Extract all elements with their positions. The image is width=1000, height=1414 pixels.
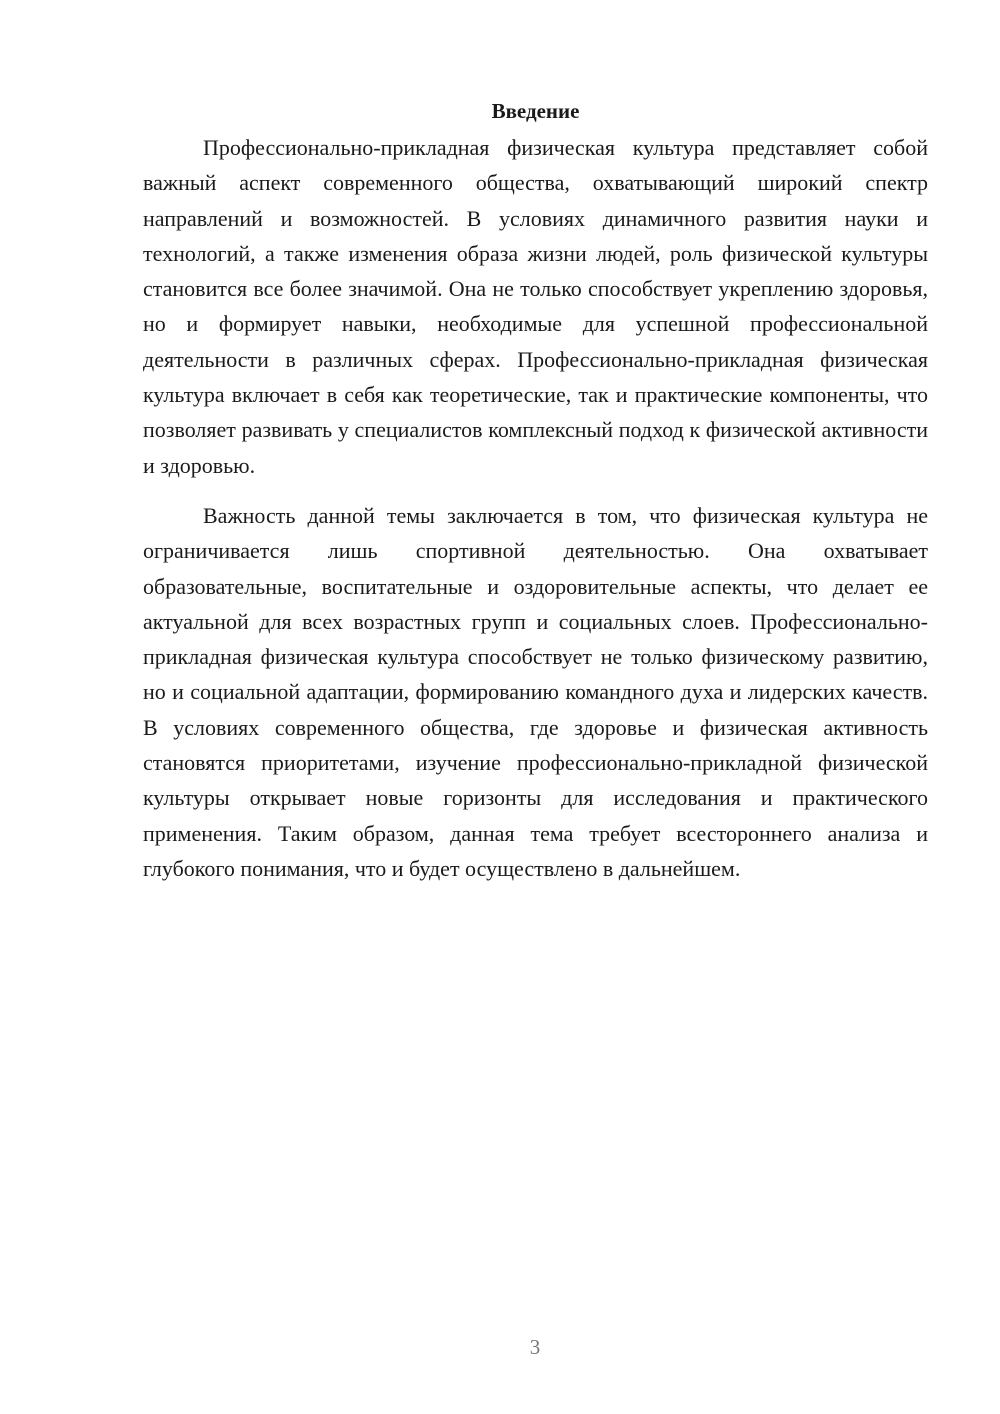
section-heading: Введение	[491, 99, 580, 123]
paragraph-1: Профессионально-прикладная физическая культура представляет собой важный аспект современного общества, охватывающий широкий спектр направлений и возможностей. В условиях динамичного развития науки и технологий, а также изменения образа жизни людей, роль физической культуры становится все более значимой. Она не только способствует укреплению здоровья, но и формирует навыки, необходимые для успешной профессиональной деятельности в различных сферах. Профессионально-прикладная физическая культура включает в себя как теоретические, так и практические компоненты, что позволяет развивать у специалистов комплексный подход к физической активности и здоровью.	[143, 135, 928, 478]
page-content	[143, 96, 928, 886]
page-number: 3	[529, 1335, 541, 1359]
paragraph-2: Важность данной темы заключается в том, что физическая культура не ограничивается лишь спортивной деятельностью. Она охватывает образовательные, воспитательные и оздоровительные аспекты, что делает ее актуальной для всех возрастных групп и социальных слоев. Профессионально-прикладная физическая культура способствует не только физическому развитию, но и социальной адаптации, формированию командного духа и лидерских качеств. В условиях современного общества, где здоровье и физическая активность становятся приоритетами, изучение профессионально-прикладной физической культуры открывает новые горизонты для исследования и практического применения. Таким образом, данная тема требует всестороннего анализа и глубокого понимания, что и будет осуществлено в дальнейшем.	[143, 502, 928, 881]
